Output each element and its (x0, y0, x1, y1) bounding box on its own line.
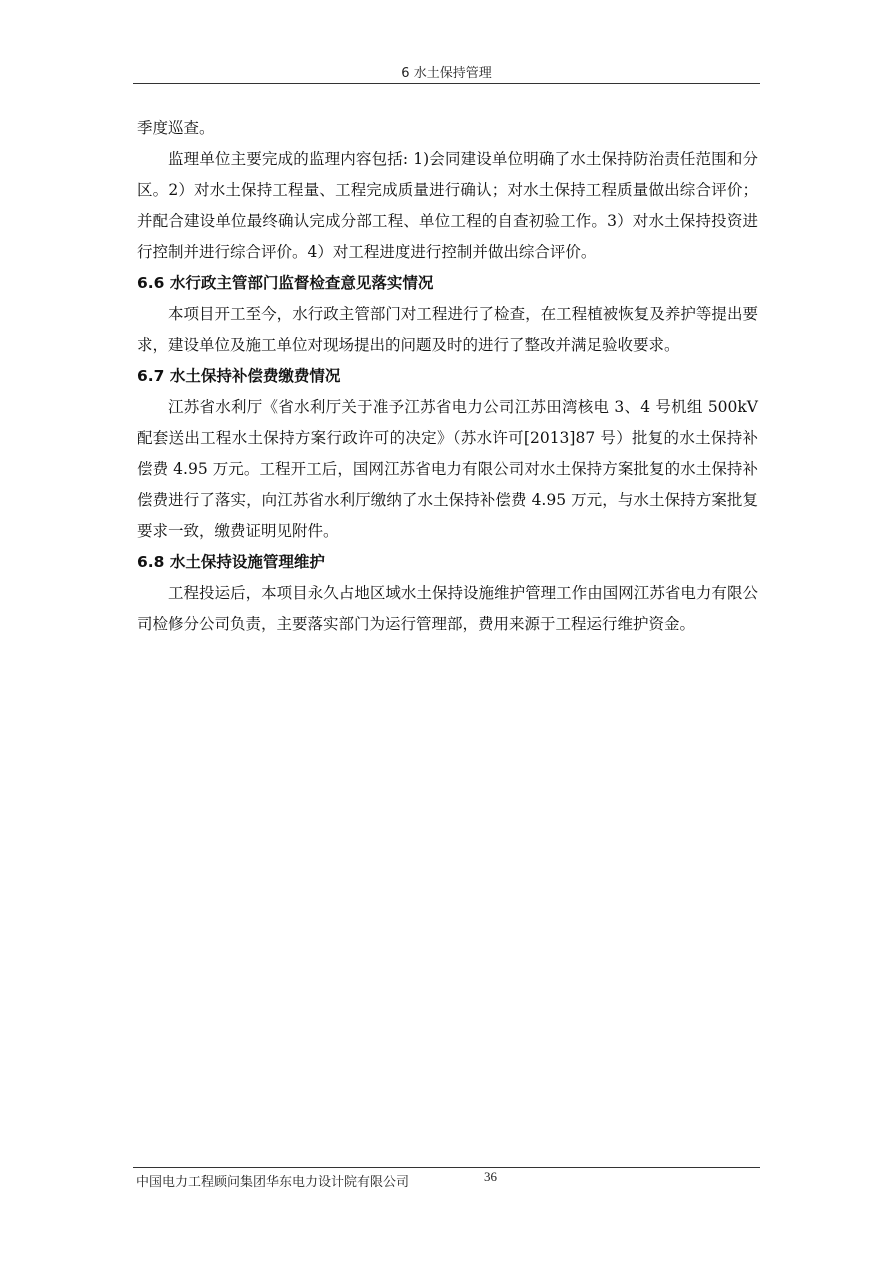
paragraph-inspection: 本项目开工至今，水行政主管部门对工程进行了检查，在工程植被恢复及养护等提出要求，建设单位及施工单位对现场提出的问题及时的进行了整改并满足验收要求。 (137, 305, 758, 354)
page-body (137, 113, 758, 640)
paragraph-compensation-fee: 江苏省水利厅《省水利厅关于准予江苏省电力公司江苏田湾核电 3、4 号机组 500kV 配套送出工程水土保持方案行政许可的决定》（苏水许可[2013]87 号）批复的水土保持补偿费 4.95 万元。工程开工后，国网江苏省电力有限公司对水土保持方案批复的水土保持补偿费进行了落实，向江苏省水利厅缴纳了水土保持补偿费 4.95 万元，与水土保持方案批复要求一致，缴费证明见附件。 (137, 398, 758, 540)
section-heading-6-7: 6.7 水土保持补偿费缴费情况 (137, 367, 341, 385)
paragraph-continuation: 季度巡查。 (137, 119, 215, 137)
footer-company-name: 中国电力工程顾问集团华东电力设计院有限公司 (136, 1175, 410, 1190)
paragraph-maintenance: 工程投运后，本项目永久占地区域水土保持设施维护管理工作由国网江苏省电力有限公司检修分公司负责，主要落实部门为运行管理部，费用来源于工程运行维护资金。 (137, 584, 758, 633)
running-header: 6 水土保持管理 (401, 66, 492, 81)
section-heading-6-8: 6.8 水土保持设施管理维护 (137, 553, 325, 571)
paragraph-supervision: 监理单位主要完成的监理内容包括: 1)会同建设单位明确了水土保持防治责任范围和分区。2）对水土保持工程量、工程完成质量进行确认；对水土保持工程质量做出综合评价；并配合建设单位最终确认完成分部工程、单位工程的自查初验工作。3）对水土保持投资进行控制并进行综合评价。4）对工程进度进行控制并做出综合评价。 (137, 150, 758, 261)
header-divider (133, 83, 760, 84)
section-heading-6-6: 6.6 水行政主管部门监督检查意见落实情况 (137, 274, 434, 292)
page-number: 36 (484, 1169, 497, 1184)
footer-divider (133, 1167, 760, 1168)
